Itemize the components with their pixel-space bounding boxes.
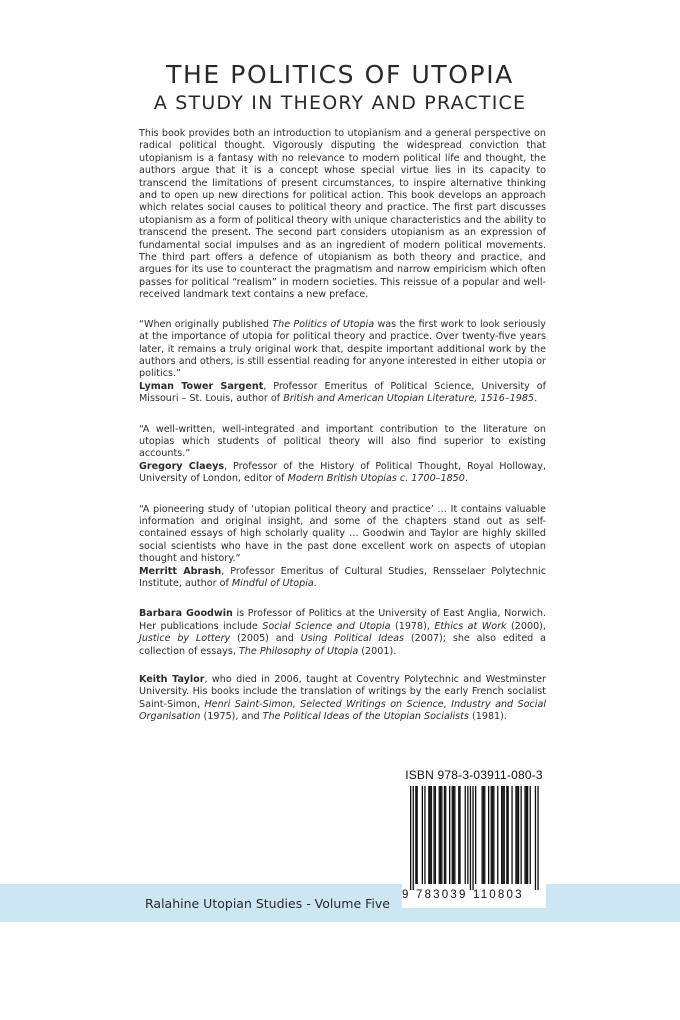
author-bio xyxy=(139,674,546,724)
isbn-barcode xyxy=(402,768,546,908)
reviewer-affiliation: , Professor Emeritus of Cultural Studies, Rensselaer Polytechnic Institute, author of xyxy=(139,565,546,589)
author-bio-text: (2001). xyxy=(358,645,397,657)
reviewer-book-title: British and American Utopian Literature, 1516–1985 xyxy=(283,393,535,405)
author-bio-text: (2005) and xyxy=(230,633,301,645)
barcode-bar xyxy=(433,786,434,884)
barcode-bar xyxy=(431,786,432,884)
author-bio-text: (1981). xyxy=(468,711,507,723)
barcode-bar xyxy=(467,786,468,884)
barcode-bar xyxy=(508,786,509,884)
barcode-bar xyxy=(530,786,531,884)
barcode-bar xyxy=(470,786,471,890)
book-title: THE POLITICS OF UTOPIA xyxy=(166,60,514,89)
author-name: Barbara Goodwin xyxy=(139,608,233,620)
barcode-bar xyxy=(527,786,528,884)
barcode-bar xyxy=(517,786,518,884)
barcode-bar xyxy=(535,786,536,890)
barcode-bar xyxy=(465,786,466,884)
publication-title: Henri Saint-Simon, Selected Writings on Science, Industry and Social Organisation xyxy=(139,698,546,723)
barcode-bar xyxy=(493,786,494,884)
book-description: This book provides both an introduction to utopianism and a general perspective on radical political thought. Vigorously disputing the widespread conviction that utopianism is a fantasy with no relevance to modern political life and thought, the authors argue that it is a concept whose special virtue lies in its capacity to transcend the limitations of present circumstances, to inspire alternative thinking and to open up new directions for political action. This book develops an approach which relates social causes to political theory and practice. The first part discusses utopianism as a form of political theory with unique characteristics and the ability to transcend the present. The second part considers utopianism as an expression of fundamental social impulses and as an ingredient of modern political movements. The third part offers a defence of utopianism as both theory and practice, and argues for its use to counteract the pragmatism and narrow empiricism which often passes for political “realism” in modern societies. This reissue of a popular and well-received landmark text contains a new preface. xyxy=(139,128,546,301)
author-name: Keith Taylor xyxy=(139,674,205,686)
publication-title: Using Political Ideas xyxy=(300,633,405,645)
publication-title: Ethics at Work xyxy=(434,620,507,632)
barcode-bar xyxy=(518,786,519,884)
review-quote-text: “A well-written, well-integrated and important contribution to the literature on utopias which students of political theory will also find superior to existing accounts.” xyxy=(139,423,546,460)
author-bio-text: (1978), xyxy=(390,620,435,632)
barcode-bar xyxy=(537,786,538,890)
reviewer-name: Merritt Abrash xyxy=(139,565,222,577)
barcode-bar xyxy=(492,786,493,884)
barcode-bar xyxy=(449,786,450,884)
barcode-bar xyxy=(413,786,414,890)
barcode-bar xyxy=(452,786,453,884)
review-quote-text: “A pioneering study of ‘utopian political theory and practice’ … It contains valuable information and original insight, and some of the chapters stand out as self-contained essays of high scholarly quality … Goodwin and Taylor are highly skilled social scientists who have in the past done excellent work on aspects of utopian thought and history.” xyxy=(139,503,546,565)
barcode-bar xyxy=(511,786,512,884)
barcode-bar xyxy=(428,786,429,884)
isbn-number: ISBN 978-3-03911-080-3 xyxy=(405,768,543,782)
barcode-bar xyxy=(484,786,485,884)
barcode-bar xyxy=(445,786,446,884)
reviewer-affiliation: , Professor of the History of Political Thought, Royal Holloway, University of London, editor of xyxy=(139,460,546,485)
barcode-bar xyxy=(430,786,431,884)
barcode-bar xyxy=(458,786,459,884)
author-bio-text: (2007); she also edited a collection of essays, xyxy=(139,633,546,657)
barcode-bar xyxy=(424,786,425,884)
punctuation: . xyxy=(464,473,468,485)
barcode-bar xyxy=(410,786,411,890)
back-cover-text xyxy=(139,128,546,740)
author-bio-text: is Professor of Politics at the University of East Anglia, Norwich. Her publications include xyxy=(139,608,546,632)
barcode-bar xyxy=(444,786,445,884)
publication-title: Justice by Lottery xyxy=(139,633,231,645)
barcode-bar xyxy=(483,786,484,884)
review-quote-text: was the first work to look seriously at the importance of utopia for political theory and practice. Over twenty-five years later, it remains a truly original work that, despite important additional work by the authors and others, is still essential reading for anyone interested in either utopia or politics.” xyxy=(139,318,546,380)
publication-title: The Philosophy of Utopia xyxy=(238,645,359,657)
barcode-bar xyxy=(502,786,503,884)
review-attribution xyxy=(139,381,546,406)
author-bio xyxy=(139,608,546,658)
review-quote xyxy=(139,504,546,566)
barcode-bar xyxy=(475,786,476,884)
barcode-bar xyxy=(417,786,418,884)
barcode-bar xyxy=(501,786,502,884)
review-attribution xyxy=(139,566,546,591)
barcode-bar xyxy=(435,786,436,884)
review-quote xyxy=(139,319,546,381)
review-quote xyxy=(139,424,546,461)
barcode-bar xyxy=(459,786,460,884)
author-bio-text: (1975), and xyxy=(200,711,263,723)
barcode-bar xyxy=(453,786,454,884)
reviewer-book-title: Mindful of Utopia xyxy=(231,578,314,589)
book-subtitle: A STUDY IN THEORY AND PRACTICE xyxy=(153,92,527,114)
reviewer-affiliation: , Professor Emeritus of Political Science, University of Missouri – St. Louis, author of xyxy=(139,380,546,405)
reviewer-book-title: Modern British Utopias c. 1700–1850 xyxy=(287,473,465,485)
barcode-bar xyxy=(515,786,516,884)
barcode-bar xyxy=(526,786,527,884)
barcode-bar xyxy=(506,786,507,884)
punctuation: . xyxy=(313,578,317,589)
barcode-bar xyxy=(504,786,505,884)
barcode-bar xyxy=(440,786,441,884)
punctuation: . xyxy=(534,393,538,405)
barcode-bar xyxy=(524,786,525,884)
reviewer-name: Lyman Tower Sargent xyxy=(139,380,264,392)
review-quote-title: The Politics of Utopia xyxy=(272,318,375,330)
publication-title: The Political Ideas of the Utopian Socialists xyxy=(262,711,469,723)
barcode-bar xyxy=(415,786,416,884)
review-quote-text: “When originally published xyxy=(139,318,273,330)
barcode-bar xyxy=(482,786,483,884)
publication-title: Social Science and Utopia xyxy=(262,620,391,632)
barcode-bar xyxy=(521,786,522,884)
barcode-icon xyxy=(402,786,546,890)
barcode-bar xyxy=(491,786,492,884)
reviewer-name: Gregory Claeys xyxy=(139,460,225,472)
barcode-bar xyxy=(472,786,473,890)
barcode-bar xyxy=(488,786,489,884)
barcode-bar xyxy=(441,786,442,884)
barcode-digits: 9 783039 110803 xyxy=(402,889,524,901)
barcode-bar xyxy=(439,786,440,884)
author-bio-text: (2000), xyxy=(506,620,546,632)
barcode-bar xyxy=(497,786,498,884)
author-bio-text: , who died in 2006, taught at Coventry Polytechnic and Westminster University. His books include the translation of writings by the early French socialist Saint-Simon, xyxy=(139,674,547,710)
series-label: Ralahine Utopian Studies - Volume Five xyxy=(145,896,390,911)
review-attribution xyxy=(139,461,546,486)
barcode-bar xyxy=(454,786,455,884)
barcode-bar xyxy=(422,786,423,884)
